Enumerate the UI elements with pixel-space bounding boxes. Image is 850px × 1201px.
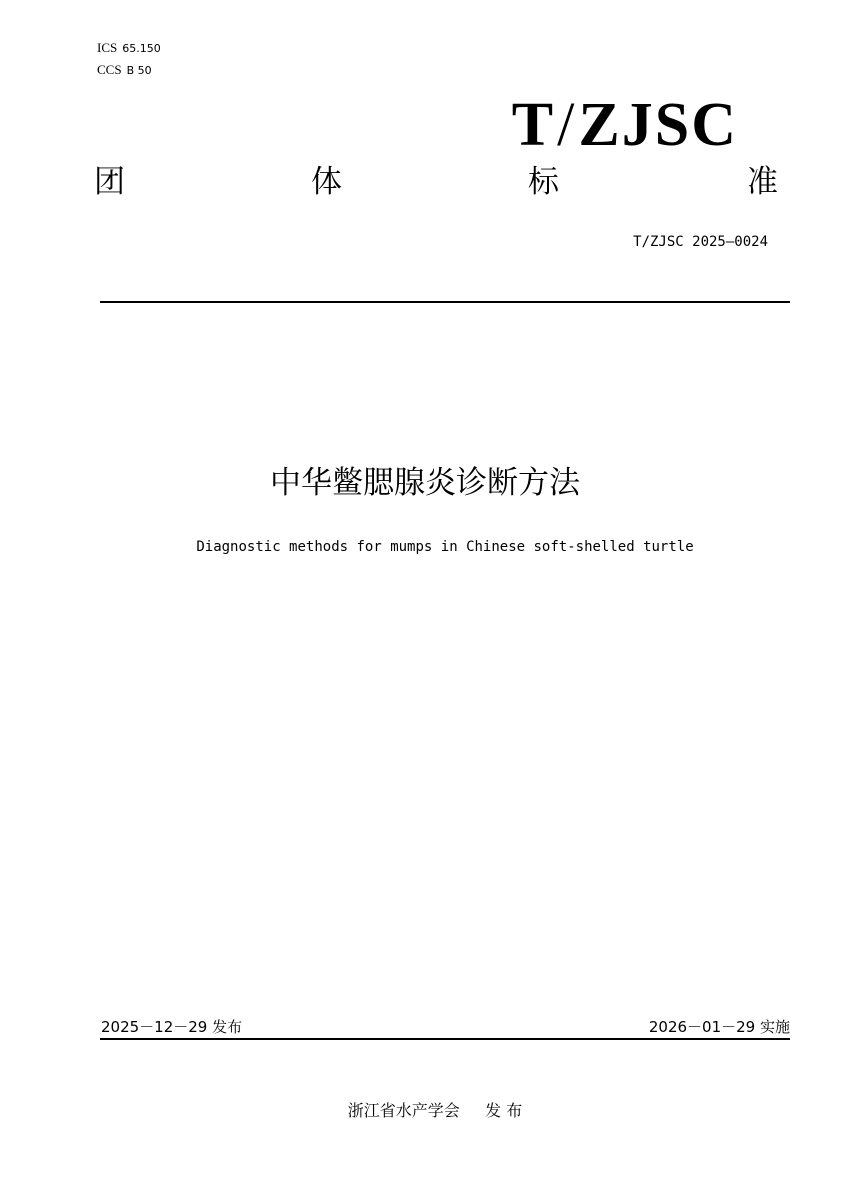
implement-date: 2026－01－29 实施 <box>648 1018 790 1036</box>
standard-logo <box>512 88 738 162</box>
publisher-name: 浙江省水产学会 <box>347 1101 460 1120</box>
publisher-line <box>0 1100 850 1122</box>
header-divider <box>100 301 790 303</box>
standard-type-char-3: 标 <box>528 164 559 200</box>
document-number: T/ZJSC 2025—0024 <box>633 234 768 250</box>
publisher-action: 发 布 <box>485 1101 523 1120</box>
standard-type-char-4: 准 <box>747 164 778 200</box>
issue-date: 2025－12－29 发布 <box>101 1018 243 1036</box>
page-subtitle-english: Diagnostic methods for mumps in Chinese soft-shelled turtle <box>196 539 694 555</box>
ics-value: 65.150 <box>122 42 161 55</box>
standard-type-char-2: 体 <box>311 164 342 200</box>
logo-t: T <box>511 91 556 159</box>
ccs-value: B 50 <box>126 64 152 77</box>
ccs-label: CCS <box>97 62 122 77</box>
logo-slash: / <box>557 91 577 159</box>
footer-divider <box>100 1038 790 1040</box>
ics-label: ICS <box>97 40 118 55</box>
logo-org: ZJSC <box>578 91 738 159</box>
standard-type-char-1: 团 <box>94 164 125 200</box>
ics-code <box>97 40 161 57</box>
page-title: 中华鳖腮腺炎诊断方法 <box>270 465 580 501</box>
ccs-code <box>97 62 152 79</box>
